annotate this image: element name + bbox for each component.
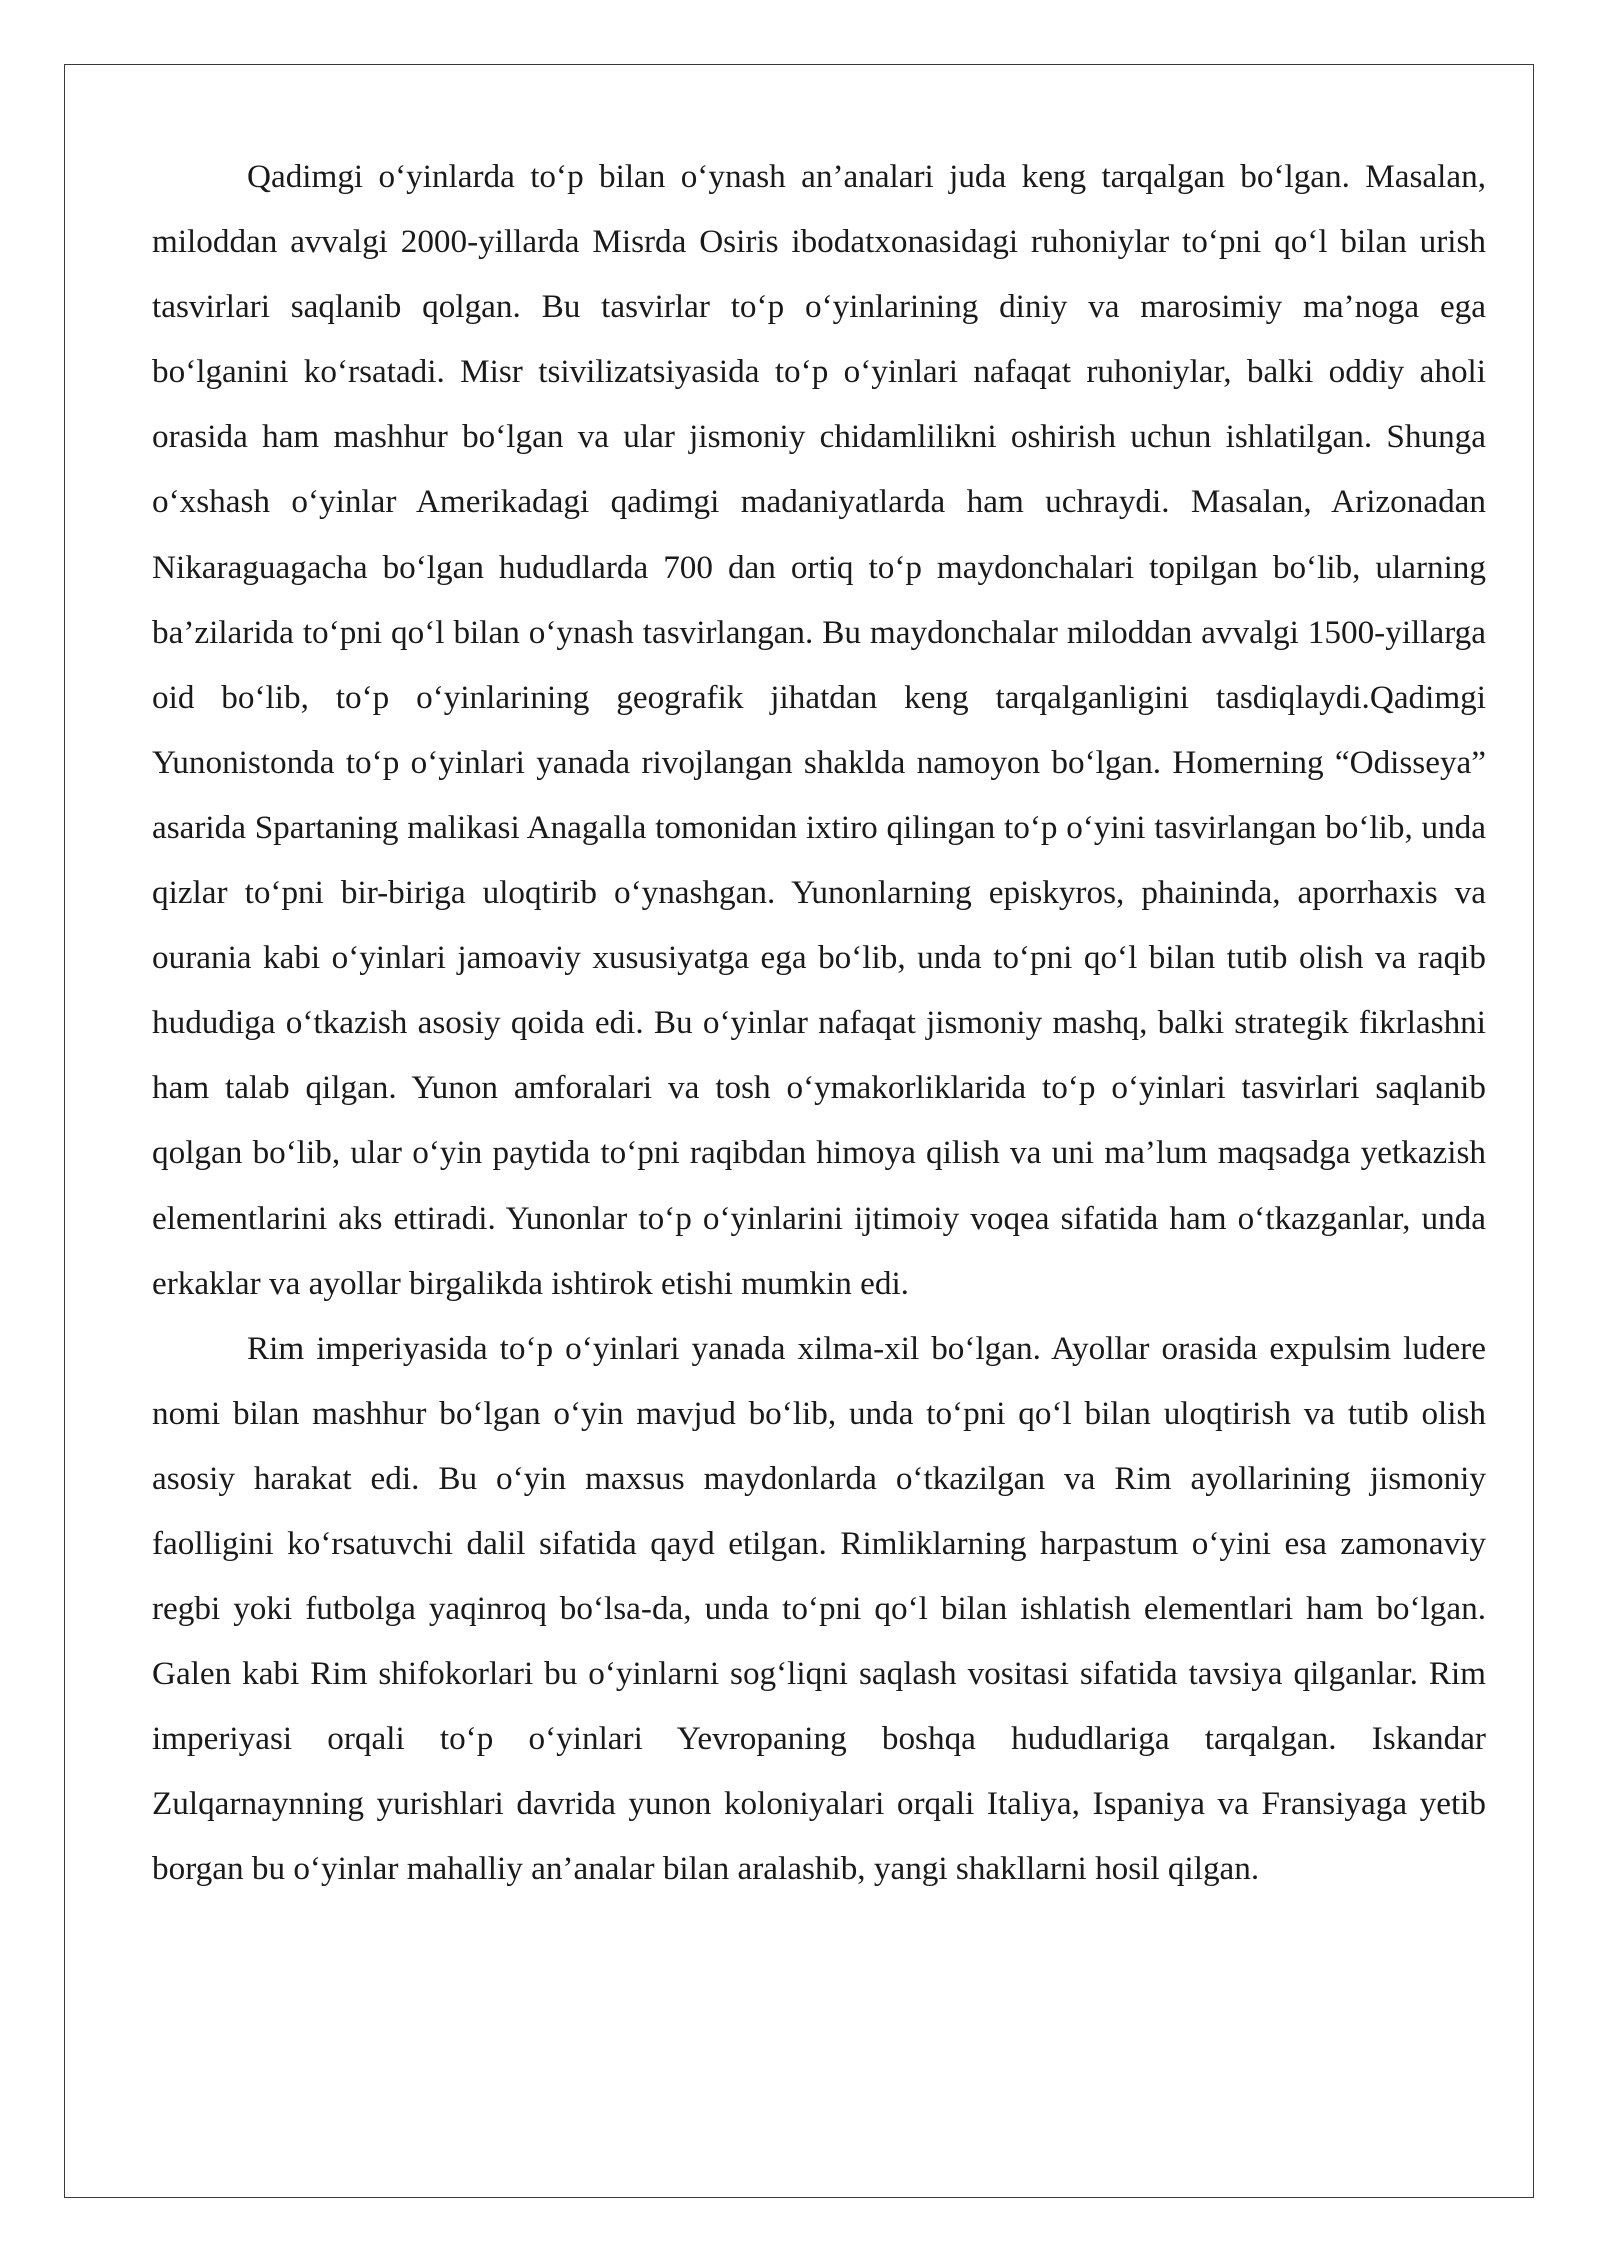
document-body	[152, 144, 1486, 1902]
paragraph-2: Rim imperiyasida to‘p o‘yinlari yanada xilma-xil bo‘lgan. Ayollar orasida expulsim ludere nomi bilan mashhur bo‘lgan o‘yin mavjud bo‘lib, unda to‘pni qo‘l bilan uloqtirish va tutib olish asosiy harakat edi. Bu o‘yin maxsus maydonlarda o‘tkazilgan va Rim ayollarining jismoniy faolligini ko‘rsatuvchi dalil sifatida qayd etilgan. Rimliklarning harpastum o‘yini esa zamonaviy regbi yoki futbolga yaqinroq bo‘lsa-da, unda to‘pni qo‘l bilan ishlatish elementlari ham bo‘lgan. Galen kabi Rim shifokorlari bu o‘yinlarni sog‘liqni saqlash vositasi sifatida tavsiya qilganlar. Rim imperiyasi orqali to‘p o‘yinlari Yevropaning boshqa hududlariga tarqalgan. Iskandar Zulqarnaynning yurishlari davrida yunon koloniyalari orqali Italiya, Ispaniya va Fransiyaga yetib borgan bu o‘yinlar mahalliy an’analar bilan aralashib, yangi shakllarni hosil qilgan.	[152, 1329, 1486, 1888]
paragraph-1: Qadimgi o‘yinlarda to‘p bilan o‘ynash an’analari juda keng tarqalgan bo‘lgan. Masalan, miloddan avvalgi 2000-yillarda Misrda Osiris ibodatxonasidagi ruhoniylar to‘pni qo‘l bilan urish tasvirlari saqlanib qolgan. Bu tasvirlar to‘p o‘yinlarining diniy va marosimiy ma’noga ega bo‘lganini ko‘rsatadi. Misr tsivilizatsiyasida to‘p o‘yinlari nafaqat ruhoniylar, balki oddiy aholi orasida ham mashhur bo‘lgan va ular jismoniy chidamlilikni oshirish uchun ishlatilgan. Shunga o‘xshash o‘yinlar Amerikadagi qadimgi madaniyatlarda ham uchraydi. Masalan, Arizonadan Nikaraguagacha bo‘lgan hududlarda 700 dan ortiq to‘p maydonchalari topilgan bo‘lib, ularning ba’zilarida to‘pni qo‘l bilan o‘ynash tasvirlangan. Bu maydonchalar miloddan avvalgi 1500-yillarga oid bo‘lib, to‘p o‘yinlarining geografik jihatdan keng tarqalganligini tasdiqlaydi.Qadimgi Yunonistonda to‘p o‘yinlari yanada rivojlangan shaklda namoyon bo‘lgan. Homerning “Odisseya” asarida Spartaning malikasi Anagalla tomonidan ixtiro qilingan to‘p o‘yini tasvirlangan bo‘lib, unda qizlar to‘pni bir-biriga uloqtirib o‘ynashgan. Yunonlarning episkyros, phaininda, aporrhaxis va ourania kabi o‘yinlari jamoaviy xususiyatga ega bo‘lib, unda to‘pni qo‘l bilan tutib olish va raqib hududiga o‘tkazish asosiy qoida edi. Bu o‘yinlar nafaqat jismoniy mashq, balki strategik fikrlashni ham talab qilgan. Yunon amforalari va tosh o‘ymakorliklarida to‘p o‘yinlari tasvirlari saqlanib qolgan bo‘lib, ular o‘yin paytida to‘pni raqibdan himoya qilish va uni ma’lum maqsadga yetkazish elementlarini aks ettiradi. Yunonlar to‘p o‘yinlarini ijtimoiy voqea sifatida ham o‘tkazganlar, unda erkaklar va ayollar birgalikda ishtirok etishi mumkin edi.	[152, 158, 1486, 1302]
